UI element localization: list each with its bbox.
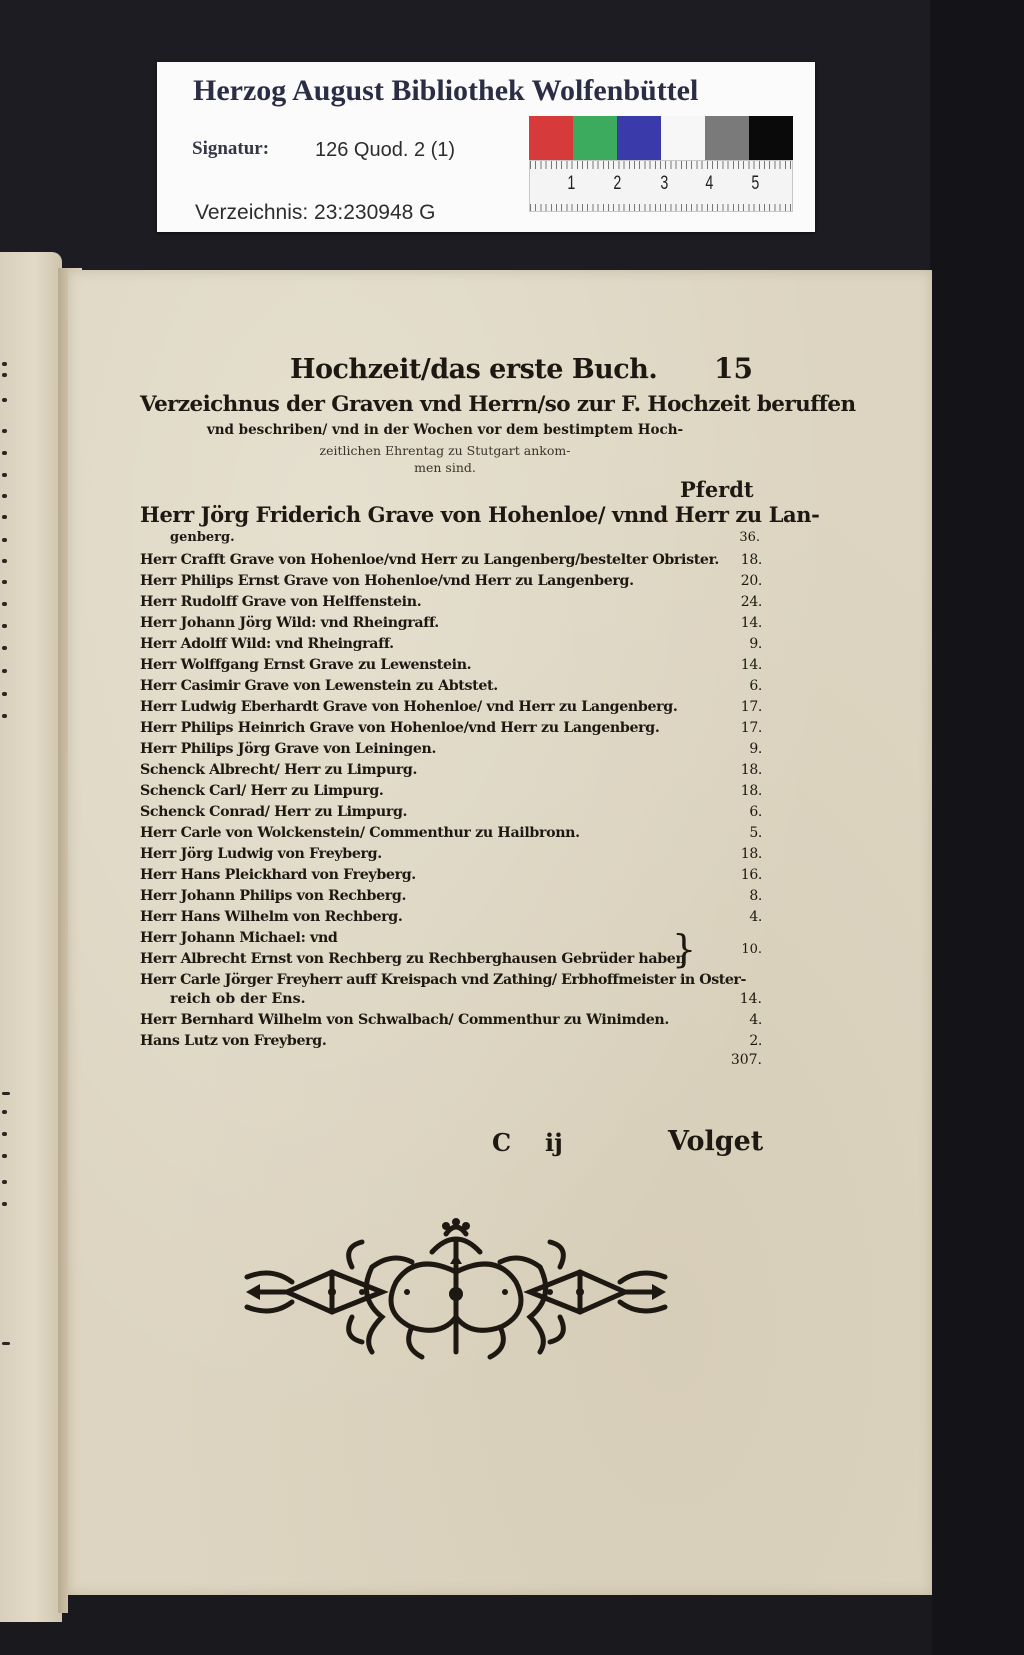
swatch-gray (705, 116, 749, 160)
list-item (140, 571, 762, 592)
list-item-brace-group (140, 928, 762, 970)
entry-name: Herr Hans Pleickhard von Freyberg. (140, 867, 416, 883)
list-item (140, 592, 762, 613)
margin-mark (2, 646, 7, 650)
entry-horses: 4. (749, 909, 762, 925)
margin-mark (2, 692, 7, 696)
list-item (140, 718, 762, 739)
swatch-green (573, 116, 617, 160)
entry-name: Herr Hans Wilhelm von Rechberg. (140, 909, 403, 925)
entry-name: Herr Bernhard Wilhelm von Schwalbach/ Commenthur zu Winimden. (140, 1012, 669, 1028)
page-number: 15 (714, 352, 753, 385)
facing-page-edge (0, 252, 62, 1622)
entry-horses: 8. (749, 888, 762, 904)
entry-name: Schenck Albrecht/ Herr zu Limpurg. (140, 762, 418, 778)
margin-mark (2, 602, 7, 606)
list-title-line1: Verzeichnus der Graven vnd Herrn/so zur F. Hochzeit beruffen (140, 392, 856, 417)
ruler-number: 4 (705, 173, 714, 194)
entry-horses: 18. (740, 846, 762, 862)
entry-horses: 18. (740, 552, 762, 568)
entry-horses: 9. (749, 741, 762, 757)
guest-list (140, 550, 762, 1073)
list-item (140, 613, 762, 634)
first-entry-line2: genberg. (170, 530, 235, 545)
margin-mark (2, 669, 7, 673)
scan-background-right (930, 0, 1024, 1655)
margin-mark (2, 1154, 7, 1158)
margin-mark (2, 559, 7, 563)
entry-horses: 18. (740, 783, 762, 799)
margin-mark (2, 451, 7, 455)
list-item (140, 760, 762, 781)
total-horses: 307. (730, 1052, 762, 1068)
list-item (140, 781, 762, 802)
margin-mark (2, 429, 7, 433)
margin-mark (2, 1202, 7, 1206)
margin-mark (2, 1132, 7, 1136)
list-title-line3: zeitlichen Ehrentag zu Stutgart ankom- (319, 443, 571, 458)
list-item (140, 823, 762, 844)
entry-name: Schenck Carl/ Herr zu Limpurg. (140, 783, 384, 799)
entry-name: Herr Ludwig Eberhardt Grave von Hohenloe/ vnd Herr zu Langenberg. (140, 699, 678, 715)
ruler-number: 1 (567, 173, 576, 194)
entry-name: Herr Johann Jörg Wild: vnd Rheingraff. (140, 615, 439, 631)
swatch-blue (617, 116, 661, 160)
margin-mark (2, 373, 7, 377)
first-entry-horses: 36. (739, 530, 760, 545)
margin-mark (2, 1092, 10, 1095)
list-item (140, 655, 762, 676)
list-item (140, 886, 762, 907)
ruler-number: 5 (751, 173, 760, 194)
verzeichnis-value: Verzeichnis: 23:230948 G (195, 201, 436, 224)
column-header-horses: Pferdt (680, 477, 754, 502)
list-item (140, 676, 762, 697)
first-entry-line1: Herr Jörg Friderich Grave von Hohenloe/ vnnd Herr zu Lan- (140, 502, 820, 527)
entry-name: Herr Rudolff Grave von Helffenstein. (140, 594, 422, 610)
entry-horses: 17. (740, 699, 762, 715)
list-item (140, 1010, 762, 1031)
list-item (140, 1031, 762, 1052)
margin-mark (2, 515, 7, 519)
margin-mark (2, 624, 7, 628)
color-calibration-chart (529, 116, 793, 160)
entry-name: Herr Crafft Grave von Hohenloe/vnd Herr zu Langenberg/bestelter Obrister. (140, 552, 720, 568)
list-item (140, 802, 762, 823)
margin-mark (2, 1110, 7, 1114)
margin-mark (2, 494, 7, 498)
list-item (140, 739, 762, 760)
entry-horses: 20. (740, 573, 762, 589)
ruler-number: 3 (660, 173, 669, 194)
margin-mark (2, 1180, 7, 1184)
entry-name: Herr Albrecht Ernst von Rechberg zu Rechberghausen Gebrüder haben (140, 951, 686, 967)
list-item (140, 634, 762, 655)
entry-horses: 9. (749, 636, 762, 652)
entry-horses: 16. (740, 867, 762, 883)
entry-horses: 6. (749, 804, 762, 820)
library-name: Herzog August Bibliothek Wolfenbüttel (193, 74, 699, 107)
entry-name: Herr Adolff Wild: vnd Rheingraff. (140, 636, 394, 652)
entry-horses: 4. (749, 1012, 762, 1028)
scan-background-bottom (68, 1595, 932, 1655)
entry-name: Herr Philips Heinrich Grave von Hohenloe/vnd Herr zu Langenberg. (140, 720, 660, 736)
entry-name: Herr Johann Michael: vnd (140, 930, 338, 946)
swatch-white (661, 116, 705, 160)
fleuron-ornament-icon (232, 1212, 680, 1368)
brace-symbol: } (672, 927, 697, 971)
list-item (140, 907, 762, 928)
list-item (140, 697, 762, 718)
entry-horses: 5. (749, 825, 762, 841)
entry-name: Herr Carle Jörger Freyherr auff Kreispach vnd Zathing/ Erbhoffmeister in Oster- (140, 972, 746, 988)
entry-name: Herr Johann Philips von Rechberg. (140, 888, 407, 904)
margin-mark (2, 714, 7, 718)
ruler-number: 2 (613, 173, 622, 194)
entry-name: Herr Philips Jörg Grave von Leiningen. (140, 741, 437, 757)
margin-mark (2, 473, 7, 477)
entry-horses: 24. (740, 594, 762, 610)
scale-ruler (529, 160, 793, 212)
entry-horses: 18. (740, 762, 762, 778)
margin-mark (2, 362, 7, 366)
margin-mark (2, 538, 7, 542)
total-row (140, 1052, 762, 1073)
entry-horses: 2. (749, 1033, 762, 1049)
margin-mark (2, 580, 7, 584)
ruler-ticks (530, 204, 792, 211)
signature-mark: C (492, 1128, 512, 1157)
swatch-red (529, 116, 573, 160)
signatur-value: 126 Quod. 2 (1) (315, 139, 456, 161)
entry-name: Herr Casimir Grave von Lewenstein zu Abtstet. (140, 678, 498, 694)
margin-mark (2, 1342, 10, 1345)
signature-number: ij (545, 1128, 563, 1157)
list-title-line4: men sind. (414, 460, 476, 475)
list-title-line2: vnd beschriben/ vnd in der Wochen vor dem bestimptem Hoch- (206, 422, 684, 438)
list-item (140, 865, 762, 886)
swatch-black (749, 116, 793, 160)
entry-horses: 14. (740, 657, 762, 673)
signatur-label: Signatur: (192, 138, 270, 159)
entry-horses: 6. (749, 678, 762, 694)
catchword: Volget (668, 1126, 764, 1157)
entry-horses: 17. (740, 720, 762, 736)
entry-name: Herr Carle von Wolckenstein/ Commenthur zu Hailbronn. (140, 825, 580, 841)
entry-horses: 14. (740, 615, 762, 631)
entry-name: Herr Philips Ernst Grave von Hohenloe/vnd Herr zu Langenberg. (140, 573, 634, 589)
list-item (140, 844, 762, 865)
entry-name: Schenck Conrad/ Herr zu Limpurg. (140, 804, 408, 820)
entry-horses: 14. (739, 991, 762, 1007)
entry-name-cont: reich ob der Ens. (170, 991, 306, 1007)
list-item (140, 550, 762, 571)
running-head: Hochzeit/das erste Buch. (290, 354, 658, 385)
margin-mark (2, 398, 7, 402)
entry-name: Herr Jörg Ludwig von Freyberg. (140, 846, 382, 862)
entry-horses: 10. (741, 942, 762, 957)
library-label-card (157, 62, 815, 232)
list-item (140, 970, 762, 1010)
entry-name: Hans Lutz von Freyberg. (140, 1033, 327, 1049)
entry-name: Herr Wolffgang Ernst Grave zu Lewenstein. (140, 657, 472, 673)
